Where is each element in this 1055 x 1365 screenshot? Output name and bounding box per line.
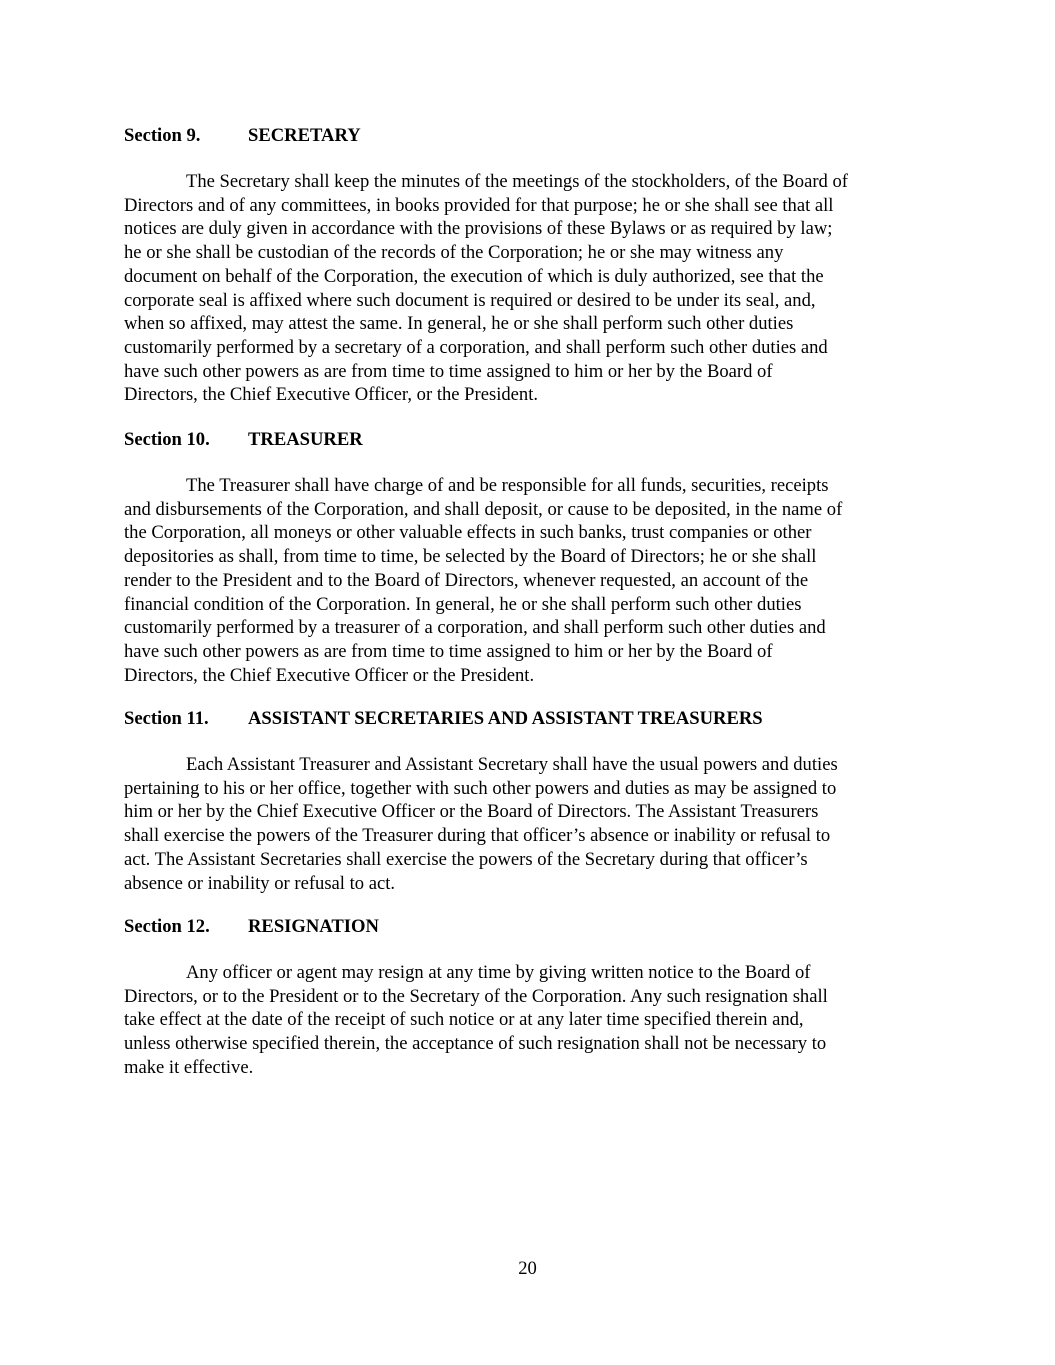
- section-heading: [124, 707, 932, 731]
- paragraph-line: and disbursements of the Corporation, and shall deposit, or cause to be deposited, in the name of: [124, 498, 843, 520]
- paragraph-line: notices are duly given in accordance with the provisions of these Bylaws or as required by law;: [124, 218, 833, 240]
- section-paragraph: [124, 961, 932, 1080]
- section-number: Section 12.: [124, 916, 210, 937]
- paragraph-line: Each Assistant Treasurer and Assistant Secretary shall have the usual powers and duties: [186, 754, 838, 775]
- section-paragraph: [124, 170, 932, 407]
- section-heading: [124, 915, 932, 939]
- paragraph-line: pertaining to his or her office, together with such other powers and duties as may be assigned to: [124, 777, 837, 799]
- paragraph-line: absence or inability or refusal to act.: [124, 872, 396, 894]
- paragraph-line: customarily performed by a treasurer of a corporation, and shall perform such other duties and: [124, 617, 826, 639]
- paragraph-line: shall exercise the powers of the Treasurer during that officer’s absence or inability or refusal to: [124, 825, 831, 847]
- section-treasurer: [124, 428, 932, 687]
- paragraph-line: document on behalf of the Corporation, the execution of which is duly authorized, see that the: [124, 265, 824, 287]
- paragraph-line: Directors, or to the President or to the Secretary of the Corporation. Any such resignation shall: [124, 985, 828, 1007]
- section-resignation: [124, 915, 932, 1080]
- section-heading: [124, 428, 932, 452]
- section-secretary: [124, 124, 932, 407]
- paragraph-line: make it effective.: [124, 1056, 254, 1078]
- paragraph-line: render to the President and to the Board of Directors, whenever requested, an account of the: [124, 569, 809, 591]
- paragraph-line: have such other powers as are from time to time assigned to him or her by the Board of: [124, 640, 773, 662]
- section-heading: [124, 124, 932, 148]
- paragraph-line: unless otherwise specified therein, the acceptance of such resignation shall not be necessary to: [124, 1033, 827, 1055]
- page-number: 20: [518, 1258, 537, 1279]
- paragraph-line: depositories as shall, from time to time, be selected by the Board of Directors; he or she shall: [124, 546, 817, 568]
- section-title: ASSISTANT SECRETARIES AND ASSISTANT TREASURERS: [248, 708, 763, 729]
- paragraph-line: take effect at the date of the receipt of such notice or at any later time specified therein and,: [124, 1009, 804, 1031]
- paragraph-line: Any officer or agent may resign at any time by giving written notice to the Board of: [186, 962, 811, 983]
- paragraph-line: The Treasurer shall have charge of and be responsible for all funds, securities, receipts: [186, 475, 829, 496]
- section-number: Section 11.: [124, 708, 209, 729]
- paragraph-line: customarily performed by a secretary of a corporation, and shall perform such other duties and: [124, 336, 828, 358]
- paragraph-line: Directors and of any committees, in books provided for that purpose; he or she shall see that all: [124, 194, 834, 216]
- section-paragraph: [124, 474, 932, 687]
- paragraph-line: financial condition of the Corporation. In general, he or she shall perform such other duties: [124, 593, 802, 615]
- section-paragraph: [124, 753, 932, 895]
- section-assistant-officers: [124, 707, 932, 895]
- section-title: TREASURER: [248, 429, 363, 450]
- paragraph-line: the Corporation, all moneys or other valuable effects in such banks, trust companies or other: [124, 522, 812, 544]
- section-number: Section 9.: [124, 125, 201, 146]
- paragraph-line: have such other powers as are from time to time assigned to him or her by the Board of: [124, 360, 773, 382]
- section-number: Section 10.: [124, 429, 210, 450]
- section-title: RESIGNATION: [248, 916, 379, 937]
- paragraph-line: The Secretary shall keep the minutes of the meetings of the stockholders, of the Board of: [186, 171, 848, 192]
- paragraph-line: corporate seal is affixed where such document is required or desired to be under its seal, and,: [124, 289, 816, 311]
- section-title: SECRETARY: [248, 125, 361, 146]
- paragraph-line: Directors, the Chief Executive Officer or the President.: [124, 664, 535, 686]
- paragraph-line: Directors, the Chief Executive Officer, or the President.: [124, 384, 539, 406]
- paragraph-line: he or she shall be custodian of the records of the Corporation; he or she may witness any: [124, 242, 784, 264]
- paragraph-line: act. The Assistant Secretaries shall exercise the powers of the Secretary during that officer’s: [124, 848, 808, 870]
- paragraph-line: him or her by the Chief Executive Officer or the Board of Directors. The Assistant Treasurers: [124, 801, 819, 823]
- paragraph-line: when so affixed, may attest the same. In general, he or she shall perform such other duties: [124, 313, 794, 335]
